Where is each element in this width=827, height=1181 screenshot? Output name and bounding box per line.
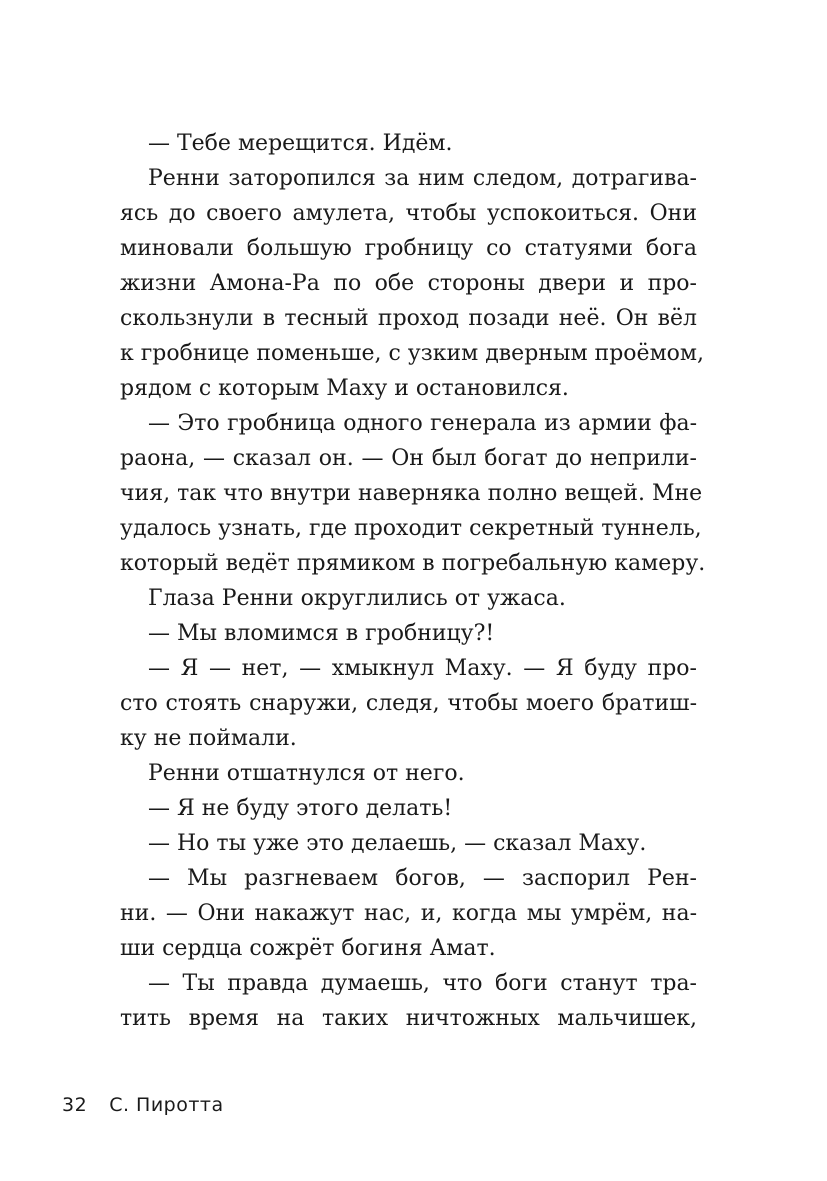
text-line: Ренни заторопился за ним следом, дотрагива- [148,166,697,191]
text-line: — Но ты уже это делаешь, — сказал Маху. [148,831,647,856]
text-line: ку не поймали. [120,726,297,751]
page-number: 32 [62,1094,88,1116]
text-line: ни. — Они накажут нас, и, когда мы умрём, на- [120,901,697,926]
text-line: — Это гробница одного генерала из армии фа- [148,411,697,436]
page-footer [62,1094,224,1116]
text-line: сто стоять снаружи, следя, чтобы моего братиш- [120,691,697,716]
page-body [120,126,706,1036]
text-line: жизни Амона-Ра по обе стороны двери и про- [120,271,697,296]
text-line: Ренни отшатнулся от него. [148,761,465,786]
text-line: рядом с которым Маху и остановился. [120,376,569,401]
text-line: удалось узнать, где проходит секретный туннель, [120,516,702,541]
text-line: скользнули в тесный проход позади неё. Он вёл [120,306,697,331]
text-line: — Я не буду этого делать! [148,796,453,821]
text-line: чия, так что внутри наверняка полно вещей. Мне [120,481,703,506]
text-line: — Ты правда думаешь, что боги станут тра- [148,971,697,996]
text-line: — Мы вломимся в гробницу?! [148,621,495,646]
text-line: Глаза Ренни округлились от ужаса. [148,586,566,611]
text-line: — Я — нет, — хмыкнул Маху. — Я буду про- [148,656,697,681]
text-line: ясь до своего амулета, чтобы успокоиться. Они [120,201,697,226]
running-footer-author: С. Пиротта [109,1094,224,1116]
text-line: ши сердца сожрёт богиня Амат. [120,936,496,961]
text-line: тить время на таких ничтожных мальчишек, [120,1006,697,1031]
text-line: — Мы разгневаем богов, — заспорил Рен- [148,866,697,891]
text-line: к гробнице поменьше, с узким дверным проёмом, [120,341,705,366]
text-line: раона, — сказал он. — Он был богат до неприли- [120,446,697,471]
text-line: миновали большую гробницу со статуями бога [120,236,697,261]
text-line: который ведёт прямиком в погребальную камеру. [120,551,706,576]
text-line: — Тебе мерещится. Идём. [148,131,453,156]
